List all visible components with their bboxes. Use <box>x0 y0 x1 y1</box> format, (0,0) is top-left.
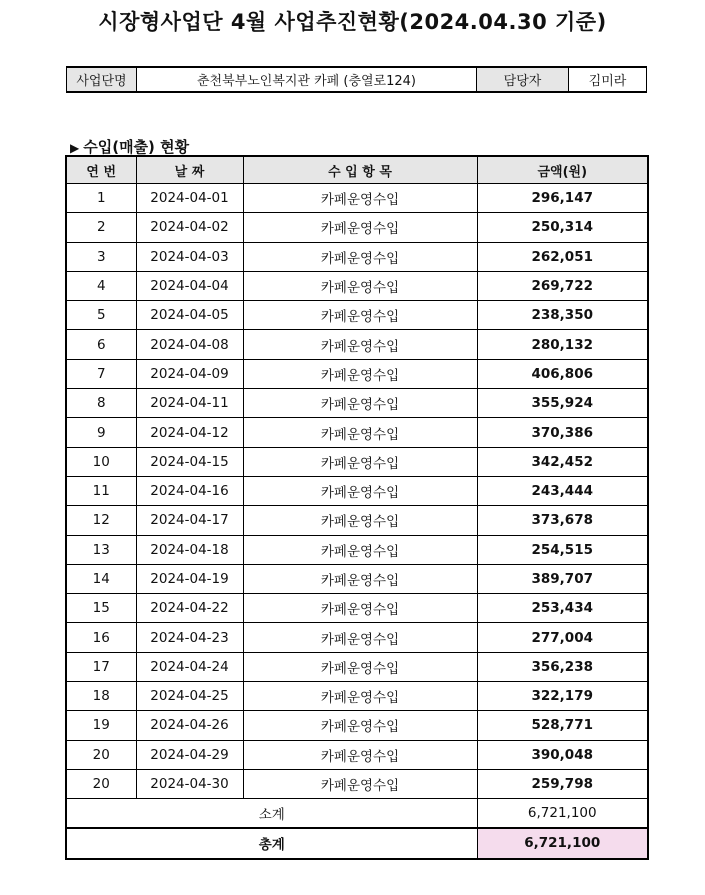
row-number: 11 <box>66 476 136 505</box>
row-item: 카페운영수입 <box>243 301 477 330</box>
page-title: 시장형사업단 4월 사업추진현황(2024.04.30 기준) <box>98 10 607 34</box>
row-date: 2024-04-04 <box>136 271 243 300</box>
row-date: 2024-04-08 <box>136 330 243 359</box>
row-date: 2024-04-02 <box>136 213 243 242</box>
table-row <box>66 594 648 623</box>
row-date: 2024-04-05 <box>136 301 243 330</box>
row-item: 카페운영수입 <box>243 242 477 271</box>
subtotal-value: 6,721,100 <box>477 799 648 829</box>
row-amount: 250,314 <box>477 213 648 242</box>
table-row <box>66 535 648 564</box>
row-item: 카페운영수입 <box>243 476 477 505</box>
row-amount: 342,452 <box>477 447 648 476</box>
row-number: 10 <box>66 447 136 476</box>
table-row <box>66 213 648 242</box>
row-item: 카페운영수입 <box>243 623 477 652</box>
table-row <box>66 476 648 505</box>
table-header-row <box>66 156 648 184</box>
row-item: 카페운영수입 <box>243 213 477 242</box>
row-number: 17 <box>66 652 136 681</box>
table-row <box>66 184 648 213</box>
row-date: 2024-04-29 <box>136 740 243 769</box>
total-row <box>66 828 648 858</box>
row-number: 14 <box>66 564 136 593</box>
row-number: 2 <box>66 213 136 242</box>
triangle-right-icon: ▶ <box>70 141 80 155</box>
row-date: 2024-04-24 <box>136 652 243 681</box>
manager-value: 김미라 <box>569 67 647 92</box>
total-label: 총계 <box>66 828 477 858</box>
row-item: 카페운영수입 <box>243 769 477 798</box>
table-row <box>66 564 648 593</box>
row-item: 카페운영수입 <box>243 740 477 769</box>
row-amount: 373,678 <box>477 506 648 535</box>
row-amount: 253,434 <box>477 594 648 623</box>
row-amount: 356,238 <box>477 652 648 681</box>
row-amount: 259,798 <box>477 769 648 798</box>
row-number: 6 <box>66 330 136 359</box>
row-item: 카페운영수입 <box>243 711 477 740</box>
table-row <box>66 740 648 769</box>
row-date: 2024-04-30 <box>136 769 243 798</box>
row-number: 9 <box>66 418 136 447</box>
subtotal-label: 소계 <box>66 799 477 829</box>
table-row <box>66 418 648 447</box>
row-number: 15 <box>66 594 136 623</box>
table-row <box>66 711 648 740</box>
row-amount: 254,515 <box>477 535 648 564</box>
header-date: 날 짜 <box>136 156 243 184</box>
row-amount: 389,707 <box>477 564 648 593</box>
row-amount: 238,350 <box>477 301 648 330</box>
row-number: 19 <box>66 711 136 740</box>
section-heading-text: 수입(매출) 현황 <box>83 138 190 156</box>
row-date: 2024-04-23 <box>136 623 243 652</box>
row-date: 2024-04-19 <box>136 564 243 593</box>
row-date: 2024-04-11 <box>136 389 243 418</box>
table-row <box>66 769 648 798</box>
row-number: 20 <box>66 740 136 769</box>
table-row <box>66 301 648 330</box>
row-item: 카페운영수입 <box>243 447 477 476</box>
row-number: 1 <box>66 184 136 213</box>
row-amount: 269,722 <box>477 271 648 300</box>
row-date: 2024-04-22 <box>136 594 243 623</box>
table-row <box>66 359 648 388</box>
row-item: 카페운영수입 <box>243 330 477 359</box>
row-date: 2024-04-12 <box>136 418 243 447</box>
revenue-table <box>65 155 649 860</box>
table-row <box>66 330 648 359</box>
row-number: 7 <box>66 359 136 388</box>
subtotal-row <box>66 799 648 829</box>
row-item: 카페운영수입 <box>243 184 477 213</box>
row-item: 카페운영수입 <box>243 535 477 564</box>
manager-label: 담당자 <box>477 67 569 92</box>
team-label: 사업단명 <box>67 67 137 92</box>
row-date: 2024-04-16 <box>136 476 243 505</box>
row-amount: 370,386 <box>477 418 648 447</box>
row-date: 2024-04-09 <box>136 359 243 388</box>
row-date: 2024-04-17 <box>136 506 243 535</box>
row-item: 카페운영수입 <box>243 594 477 623</box>
table-row <box>66 682 648 711</box>
row-amount: 406,806 <box>477 359 648 388</box>
row-amount: 355,924 <box>477 389 648 418</box>
header-item: 수 입 항 목 <box>243 156 477 184</box>
row-date: 2024-04-03 <box>136 242 243 271</box>
row-number: 20 <box>66 769 136 798</box>
row-item: 카페운영수입 <box>243 682 477 711</box>
row-date: 2024-04-26 <box>136 711 243 740</box>
row-date: 2024-04-15 <box>136 447 243 476</box>
table-row <box>66 623 648 652</box>
row-number: 16 <box>66 623 136 652</box>
table-row <box>66 447 648 476</box>
table-row <box>66 242 648 271</box>
team-value: 춘천북부노인복지관 카페 (충열로124) <box>137 67 477 92</box>
row-amount: 528,771 <box>477 711 648 740</box>
header-no: 연 번 <box>66 156 136 184</box>
row-number: 18 <box>66 682 136 711</box>
row-amount: 277,004 <box>477 623 648 652</box>
total-value: 6,721,100 <box>477 828 648 858</box>
row-date: 2024-04-25 <box>136 682 243 711</box>
table-row <box>66 506 648 535</box>
row-date: 2024-04-01 <box>136 184 243 213</box>
row-amount: 322,179 <box>477 682 648 711</box>
row-number: 3 <box>66 242 136 271</box>
row-item: 카페운영수입 <box>243 271 477 300</box>
row-item: 카페운영수입 <box>243 359 477 388</box>
row-number: 8 <box>66 389 136 418</box>
table-row <box>66 271 648 300</box>
row-item: 카페운영수입 <box>243 418 477 447</box>
row-amount: 296,147 <box>477 184 648 213</box>
row-amount: 262,051 <box>477 242 648 271</box>
row-item: 카페운영수입 <box>243 652 477 681</box>
table-row <box>66 389 648 418</box>
row-number: 12 <box>66 506 136 535</box>
row-number: 13 <box>66 535 136 564</box>
row-item: 카페운영수입 <box>243 564 477 593</box>
header-amount: 금액(원) <box>477 156 648 184</box>
row-number: 4 <box>66 271 136 300</box>
table-row <box>66 652 648 681</box>
row-date: 2024-04-18 <box>136 535 243 564</box>
row-item: 카페운영수입 <box>243 389 477 418</box>
row-item: 카페운영수입 <box>243 506 477 535</box>
team-info-table <box>66 66 647 93</box>
row-amount: 280,132 <box>477 330 648 359</box>
row-amount: 243,444 <box>477 476 648 505</box>
row-amount: 390,048 <box>477 740 648 769</box>
section-heading <box>70 136 189 157</box>
row-number: 5 <box>66 301 136 330</box>
